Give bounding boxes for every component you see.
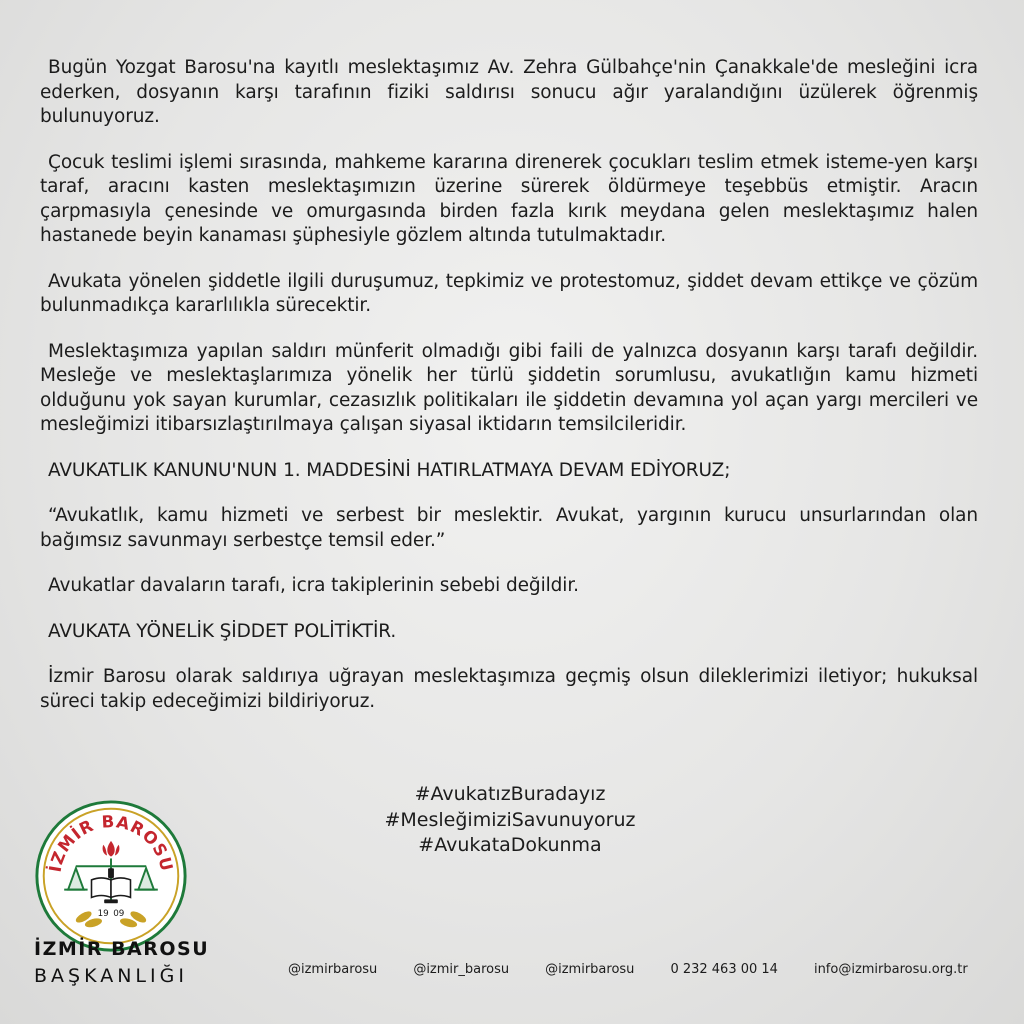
paragraph-closing: İzmir Barosu olarak saldırıya uğrayan meslektaşımıza geçmiş olsun dileklerimizi iletiyor; hukuksal süreci takip edeceğimizi bildiriyoruz. <box>40 666 978 712</box>
hashtag-list <box>300 782 720 859</box>
brand-subtitle: BAŞKANLIĞI <box>34 965 188 987</box>
brand-block <box>34 936 209 990</box>
contact-facebook: @izmirbarosu <box>545 962 635 977</box>
logo-arc-text: İZMİR BAROSU <box>45 812 177 874</box>
paragraph-intro: Bugün Yozgat Barosu'na kayıtlı meslektaşımız Av. Zehra Gülbahçe'nin Çanakkale'de mesleğini icra ederken, dosyanın karşı tarafının fiziki saldırısı sonucu ağır yaralandığını üzülerek öğrenmiş bulunuyoruz. <box>40 57 978 127</box>
open-book-icon <box>92 878 131 898</box>
paragraph-law-heading: AVUKATLIK KANUNU'NUN 1. MADDESİNİ HATIRLATMAYA DEVAM EDİYORUZ; <box>48 459 731 481</box>
logo-year-right: 09 <box>113 908 125 919</box>
bar-association-logo <box>33 798 189 954</box>
contact-twitter: @izmirbarosu <box>288 962 378 977</box>
hashtag: #AvukatızBuradayız <box>414 783 606 805</box>
paragraph-violence-political: AVUKATA YÖNELİK ŞİDDET POLİTİKTİR. <box>48 620 397 642</box>
paragraph-responsibility: Meslektaşımıza yapılan saldırı münferit olmadığı gibi faili de yalnızca dosyanın karşı tarafı değildir. Mesleğe ve meslektaşlarımıza yönelik her türlü şiddetin sorumlusu, avukatlığın kamu hizmeti olduğunu yok sayan kurumlar, cezasızlık politikaları ile şiddetin devamına yol açan yargı mercileri ve mesleğimizi itibarsızlaştırılmaya çalışan siyasal iktidarın temsilcileridir. <box>40 340 978 435</box>
contact-email: info@izmirbarosu.org.tr <box>813 962 968 977</box>
paragraph-stance: Avukata yönelen şiddetle ilgili duruşumuz, tepkimiz ve protestomuz, şiddet devam ettikçe ve çözüm bulunmadıkça kararlılıkla sürecektir. <box>40 270 978 316</box>
paragraph-lawyers-not-party: Avukatlar davaların tarafı, icra takiplerinin sebebi değildir. <box>48 575 579 596</box>
paragraph-incident: Çocuk teslimi işlemi sırasında, mahkeme kararına direnerek çocukları teslim etmek isteme-yen karşı taraf, aracını kasten meslektaşımızın üzerine sürerek öldürmeye teşebbüs etmiştir. Aracın çarpmasıyla çenesinde ve omurgasında birden fazla kırık meydana gelen meslektaşımız halen hastanede beyin kanaması şüphesiyle gözlem altında tutulmaktadır. <box>40 151 978 246</box>
contact-phone: 0 232 463 00 14 <box>670 962 778 977</box>
paragraph-law-quote: “Avukatlık, kamu hizmeti ve serbest bir meslektir. Avukat, yargının kurucu unsurlarından olan bağımsız savunmayı serbestçe temsil eder.” <box>40 505 978 551</box>
contact-instagram: @izmir_barosu <box>413 962 510 977</box>
contact-bar <box>288 962 968 977</box>
brand-name: İZMİR BAROSU <box>34 938 210 960</box>
hashtag: #AvukataDokunma <box>418 834 602 856</box>
logo-year-left: 19 <box>97 908 109 919</box>
hashtag: #MesleğimiziSavunuyoruz <box>384 808 636 831</box>
statement-body <box>40 56 978 735</box>
